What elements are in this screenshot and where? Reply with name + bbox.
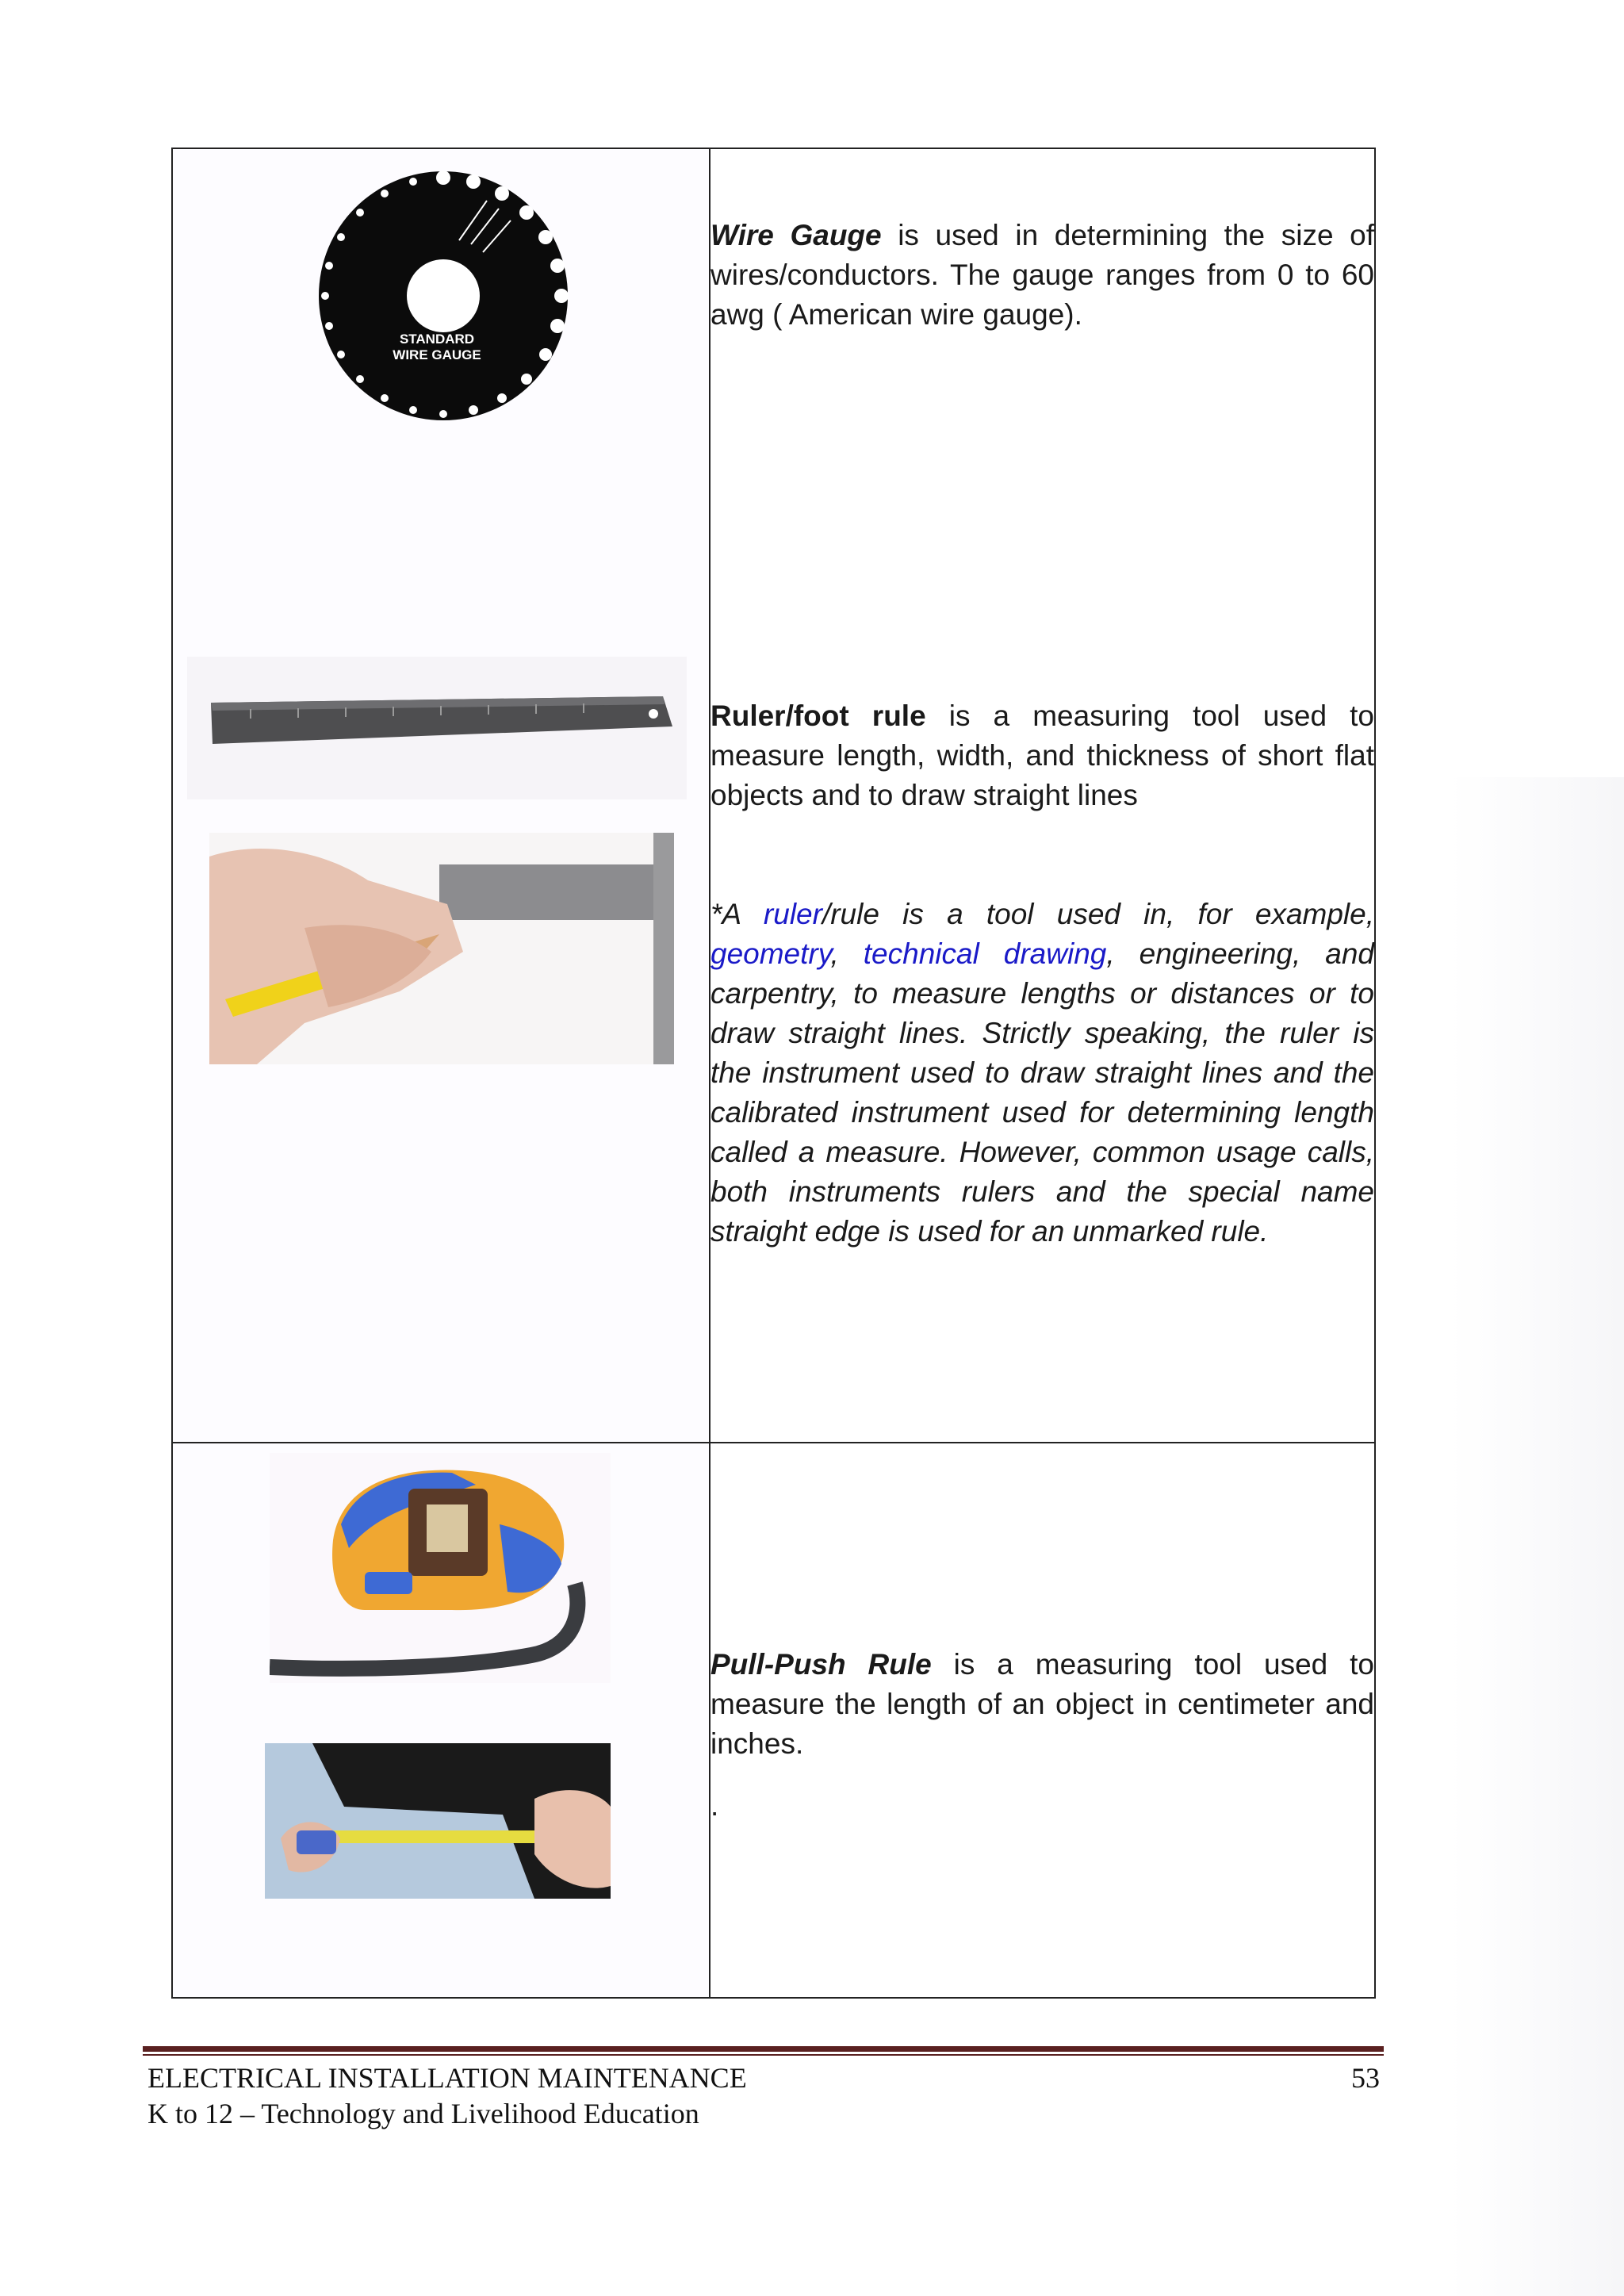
gauge-label-line1: STANDARD [399, 332, 475, 347]
technical-link[interactable]: technical [863, 937, 979, 970]
image-cell-1 [172, 148, 710, 1443]
drawing-link[interactable]: drawing [1003, 937, 1107, 970]
steel-ruler-image [187, 657, 687, 799]
footer-rule-thin [143, 2054, 1384, 2056]
ruler-in-use-image [209, 833, 674, 1064]
ruler-term: Ruler/foot rule [710, 700, 926, 732]
pull-push-description [710, 1645, 1374, 1764]
wire-gauge-image [312, 157, 574, 435]
ruler-text: is a measuring tool used to measure length, width, and thickness of short flat objects and to draw straight lines [710, 700, 1374, 811]
pull-push-text: is a measuring tool used to measure the length of an object in centimeter and inches. [710, 1648, 1374, 1760]
footer-title: ELECTRICAL INSTALLATION MAINTENANCE [147, 2062, 747, 2094]
table-row [172, 148, 1375, 1443]
footer-rule [143, 2046, 1384, 2052]
footer-subtitle: K to 12 – Technology and Livelihood Education [147, 2098, 699, 2129]
note-comma: , [830, 937, 864, 970]
page-edge-shadow [1450, 777, 1624, 2296]
tape-measure-image [270, 1453, 611, 1683]
ruler-link[interactable]: ruler [763, 898, 822, 930]
ruler-note [710, 895, 1374, 1251]
tools-table [171, 148, 1376, 1999]
ruler-description [710, 696, 1374, 815]
text-cell-1 [710, 148, 1375, 1443]
text-cell-2 [710, 1443, 1375, 1998]
table-row [172, 1443, 1375, 1998]
note-rest: , engineering, and carpentry, to measure lengths or distances or to draw straight lines. Strictly speaking, the ruler is the instrument used to draw straight lines and the calibrated instrument used for determining length called a measure. However, common usage calls, both instruments rulers and the special name straight edge is used for an unmarked rule. [710, 937, 1374, 1248]
note-after-ruler: /rule is a tool used in, for example, [822, 898, 1374, 930]
wire-gauge-term: Wire Gauge [710, 219, 882, 251]
trailing-period: . [710, 1789, 719, 1822]
wire-gauge-text: is used in determining the size of wires/conductors. The gauge ranges from 0 to 60 awg ( American wire gauge). [710, 219, 1374, 331]
pull-push-term: Pull-Push Rule [710, 1648, 932, 1681]
wire-gauge-description [710, 216, 1374, 335]
page-number: 53 [1351, 2062, 1380, 2094]
note-prefix: *A [710, 898, 764, 930]
page-footer [147, 2060, 1385, 2132]
gauge-label-line2: WIRE GAUGE [393, 347, 481, 362]
image-cell-2 [172, 1443, 710, 1998]
tape-in-use-image [265, 1743, 611, 1899]
note-space [979, 937, 1004, 970]
geometry-link[interactable]: geometry [710, 937, 831, 970]
